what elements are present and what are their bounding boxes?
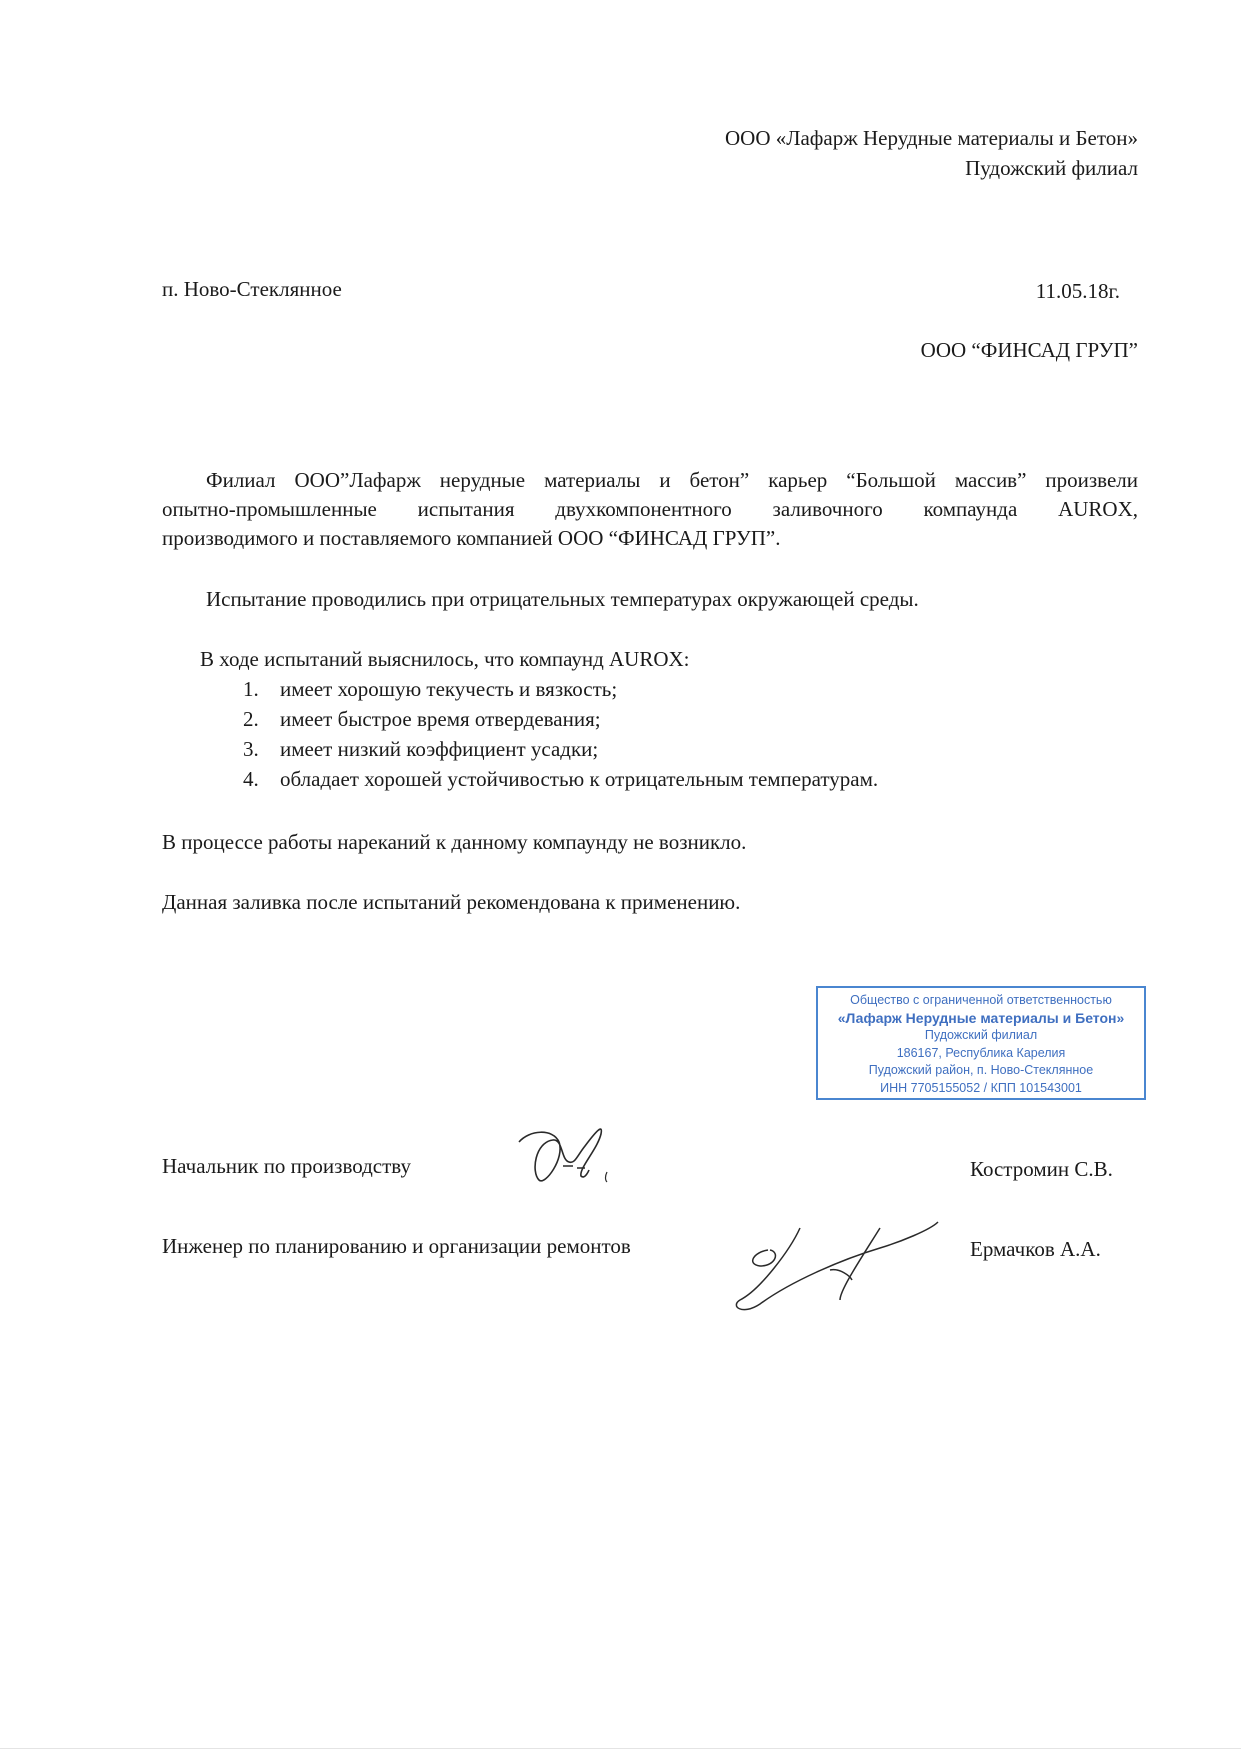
scan-edge-line [0,1748,1241,1749]
finding-number: 2. [243,707,259,731]
finding-number: 4. [243,767,259,791]
finding-number: 3. [243,737,259,761]
signatory-position: Начальник по производству [162,1154,412,1178]
paragraph-trial-description [162,466,1138,553]
paragraph-line: производимого и поставляемого компанией ООО “ФИНСАД ГРУП”. [162,526,781,550]
stamp-line: Общество с ограниченной ответственностью [850,993,1112,1007]
finding-text: обладает хорошей устойчивостью к отрицательным температурам. [280,767,879,791]
signatory-name: Костромин С.В. [970,1157,1113,1181]
finding-text: имеет хорошую текучесть и вязкость; [280,677,618,701]
finding-number: 1. [243,677,259,701]
paragraph-recommendation: Данная заливка после испытаний рекомендована к применению. [162,890,741,914]
paragraph-line: Филиал ООО”Лафарж нерудные материалы и бетон” карьер “Большой массив” произвели [206,468,1138,492]
place: п. Ново-Стеклянное [162,277,342,301]
stamp-line: 186167, Республика Карелия [896,1045,1066,1060]
sender-branch: Пудожский филиал [965,156,1138,180]
finding-text: имеет быстрое время отвердевания; [280,707,601,731]
stamp-line: Пудожский филиал [924,1028,1038,1042]
stamp-line: Пудожский район, п. Ново-Стеклянное [868,1063,1094,1077]
signature-icon [515,1120,635,1200]
company-stamp [816,986,1146,1100]
paragraph-line: опытно-промышленные испытания двухкомпонентного заливочного компаунда AUROX, [162,497,1138,521]
finding-text: имеет низкий коэффициент усадки; [280,737,599,761]
sender-company: ООО «Лафарж Нерудные материалы и Бетон» [725,126,1138,150]
signatory-position: Инженер по планированию и организации ремонтов [162,1234,631,1258]
letter-date: 11.05.18г. [1035,279,1120,303]
paragraph-no-complaints: В процессе работы нареканий к данному компаунду не возникло. [162,830,747,854]
addressee: ООО “ФИНСАД ГРУП” [920,338,1138,362]
stamp-line: ИНН 7705155052 / КПП 101543001 [880,1080,1082,1095]
findings-intro: В ходе испытаний выяснилось, что компаунд AUROX: [200,647,690,671]
stamp-company-name: «Лафарж Нерудные материалы и Бетон» [837,1009,1125,1026]
paragraph-conditions: Испытание проводились при отрицательных температурах окружающей среды. [206,587,919,611]
signatory-name: Ермачков А.А. [970,1237,1101,1261]
signature-icon [730,1220,945,1320]
